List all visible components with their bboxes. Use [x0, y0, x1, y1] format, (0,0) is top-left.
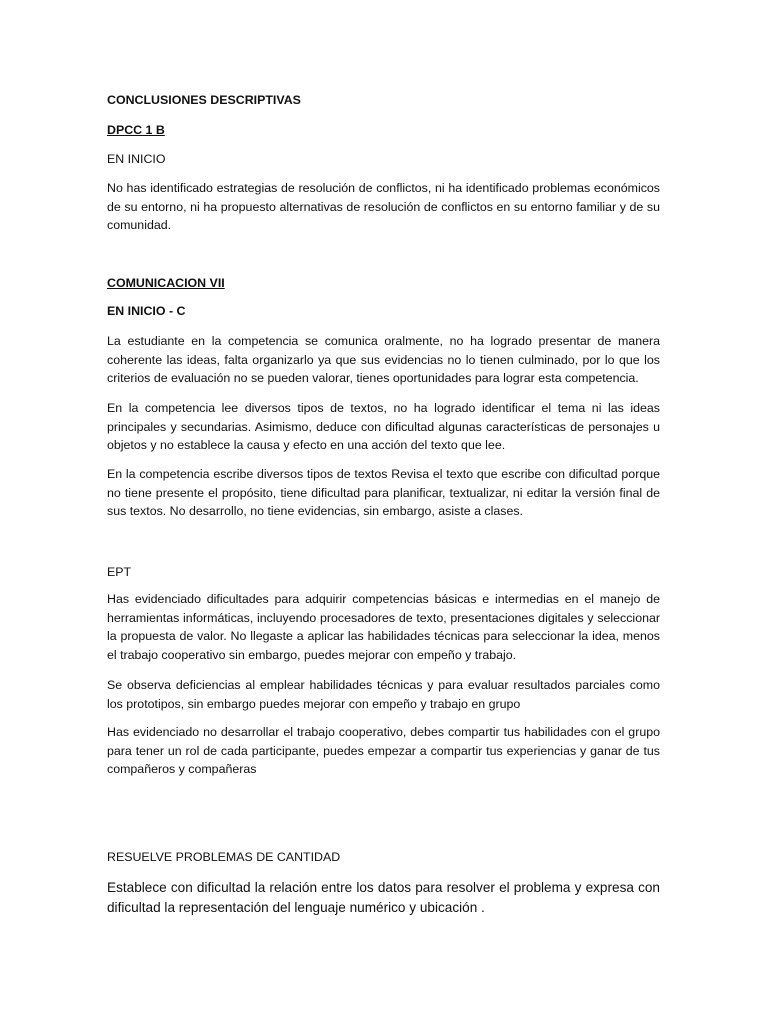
dpcc-heading: DPCC 1 B [107, 123, 165, 137]
ept-heading: EPT [107, 565, 132, 579]
dpcc-paragraph: No has identificado estrategias de resolución de conflictos, ni ha identificado problemas económicos de su entorno, ni ha propuesto alternativas de resolución de conflictos en su entorno familiar y de su comunidad. [107, 181, 660, 233]
ept-paragraph-deficiencias: Se observa deficiencias al emplear habilidades técnicas y para evaluar resultados parciales como los prototipos, sin embargo puedes mejorar con empeño y trabajo en grupo [107, 678, 660, 711]
comunicacion-paragraph-escribe: En la competencia escribe diversos tipos de textos Revisa el texto que escribe con dificultad porque no tiene presente el propósito, tiene dificultad para planificar, textualizar, ni editar la versión final de sus textos. No desarrollo, no tiene evidencias, sin embargo, asiste a clases. [107, 467, 660, 519]
cantidad-heading: RESUELVE PROBLEMAS DE CANTIDAD [107, 850, 341, 864]
cantidad-paragraph: Establece con dificultad la relación entre los datos para resolver el problema y expresa con dificultad la representación del lenguaje numérico y ubicación . [107, 880, 660, 915]
ept-paragraph-cooperativo: Has evidenciado no desarrollar el trabajo cooperativo, debes compartir tus habilidades con el grupo para tener un rol de cada participante, puedes empezar a compartir tus experiencias y ganar de tus compañeros y compañeras [107, 725, 660, 777]
comunicacion-paragraph-lee: En la competencia lee diversos tipos de textos, no ha logrado identificar el tema ni las ideas principales y secundarias. Asimismo, deduce con dificultad algunas características de personajes u objetos y no establece la causa y efecto en una acción del texto que lee. [107, 401, 660, 453]
comunicacion-level: EN INICIO - C [107, 304, 186, 318]
comunicacion-paragraph-oral: La estudiante en la competencia se comunica oralmente, no ha logrado presentar de manera coherente las ideas, falta organizarlo ya que sus evidencias no lo tienen culminado, por lo que los criterios de evaluación no se pueden valorar, tienes oportunidades para lograr esta competencia. [107, 334, 660, 386]
comunicacion-heading: COMUNICACION VII [107, 276, 225, 290]
ept-paragraph-dificultades: Has evidenciado dificultades para adquirir competencias básicas e intermedias en el manejo de herramientas informáticas, incluyendo procesadores de texto, presentaciones digitales y seleccionar la propuesta de valor. No llegaste a aplicar las habilidades técnicas para seleccionar la idea, menos el trabajo cooperativo sin embargo, puedes mejorar con empeño y trabajo. [107, 592, 660, 663]
document-title: CONCLUSIONES DESCRIPTIVAS [107, 93, 301, 107]
dpcc-level: EN INICIO [107, 152, 166, 166]
